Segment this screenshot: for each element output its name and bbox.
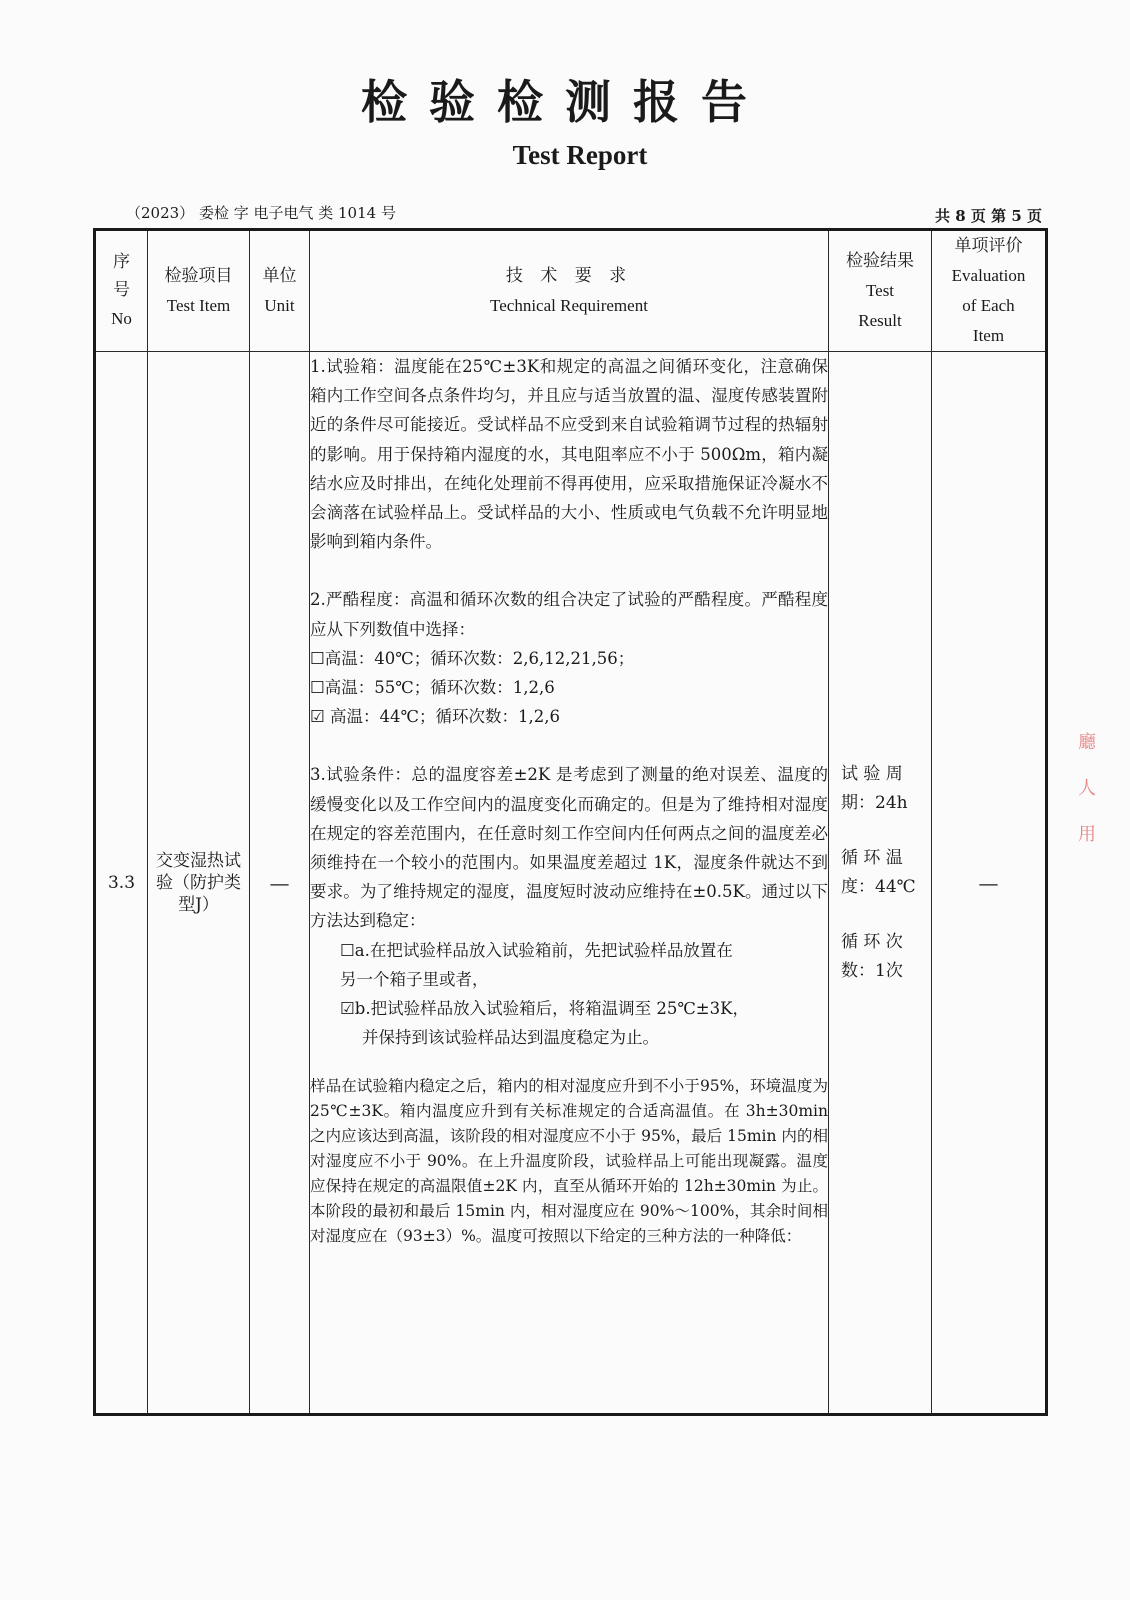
req-sub-b-line2: 并保持到该试验样品达到温度稳定为止。 [362, 1028, 659, 1048]
header-no [95, 230, 148, 352]
header-eval-en1: Evaluation [951, 266, 1026, 285]
req-paragraph-3: 3.试验条件：总的温度容差±2K 是考虑到了测量的绝对误差、温度的缓慢变化以及工作空间内的温度变化而确定的。但是为了维持相对湿度在规定的容差范围内，在任意时刻工作空间内任何两点之间的温度差必须维持在一个较小的范围内。如果温度差超过 1K，湿度条件就达不到要求。为了维持规定的湿度，温度短时波动应维持在±0.5K。通过以下方法达到稳定： [310, 765, 828, 931]
report-number: （2023） 委检 字 电子电气 类 1014 号 [126, 204, 396, 222]
row-evaluation: — [932, 352, 1047, 1415]
header-no-en: No [111, 309, 132, 328]
header-item-cn: 检验项目 [164, 266, 233, 286]
header-item [148, 230, 250, 352]
header-req-cn: 技 术 要 求 [505, 266, 633, 286]
row-requirement [310, 352, 829, 1415]
req-paragraph-1: 1.试验箱：温度能在25℃±3K和规定的高温之间循环变化，注意确保箱内工作空间各点条件均匀，并且应与适当放置的温、湿度传感装置附近的条件尽可能接近。受试样品不应受到来自试验箱调节过程的热辐射的影响。用于保持箱内湿度的水，其电阻率应不小于 500Ωm，箱内凝结水应及时排出，在纯化处理前不得再使用，应采取措施保证冷凝水不会滴落在试验样品上。受试样品的大小、性质或电气负载不允许明显地影响到箱内条件。 [310, 357, 828, 552]
red-seal-stamp: 廳 人 用 [1078, 732, 1096, 845]
header-unit-en: Unit [264, 296, 295, 315]
result-cycle-temperature: 循 环 温度：44℃ [841, 848, 916, 897]
req-option-1: ☐高温：40℃；循环次数：2,6,12,21,56； [310, 648, 635, 668]
header-result-en2: Result [858, 311, 902, 330]
row-no: 3.3 [95, 352, 148, 1415]
req-option-2: ☐高温：55℃；循环次数：1,2,6 [310, 678, 555, 698]
req-paragraph-4: 样品在试验箱内稳定之后，箱内的相对湿度应升到不小于95%，环境温度为 25℃±3K。箱内温度应升到有关标准规定的合适高温值。在 3h±30min 之内应该达到高温，该阶段的相对湿度应不小于 95%，最后 15min 内的相对湿度应不小于 90%。在上升温度阶段，试验样品上可能出现凝露。温度应保持在规定的高温限值±2K 内，直至从循环开始的 12h±30min 为止。本阶段的最初和最后 15min 内，相对湿度应在 90%～100%，其余时间相对湿度应在（93±3）%。温度可按照以下给定的三种方法的一种降低： [310, 1077, 828, 1246]
row-unit: — [250, 352, 310, 1415]
header-eval-en2: of Each [962, 296, 1015, 315]
header-result-en1: Test [865, 281, 895, 300]
header-eval-en3: Item [972, 326, 1005, 345]
req-sub-a-line2: 另一个箱子里或者， [340, 969, 489, 989]
row-result [829, 352, 932, 1415]
header-evaluation [932, 230, 1047, 352]
req-option-3: ☑ 高温：44℃；循环次数：1,2,6 [310, 707, 560, 727]
report-title-en: Test Report [512, 140, 648, 170]
req-paragraph-2: 2.严酷程度：高温和循环次数的组合决定了试验的严酷程度。严酷程度应从下列数值中选择： [310, 590, 828, 639]
header-req-en: Technical Requirement [490, 296, 648, 315]
req-sub-a-line1: ☐a.在把试验样品放入试验箱前，先把试验样品放置在 [340, 940, 733, 960]
test-report-table [93, 228, 1048, 1416]
table-header-row [95, 230, 1047, 352]
header-eval-cn: 单项评价 [954, 236, 1023, 256]
result-cycle-count: 循 环 次数：1次 [841, 932, 903, 981]
req-sub-b-line1: ☑b.把试验样品放入试验箱后，将箱温调至 25℃±3K， [340, 999, 749, 1019]
result-test-period: 试 验 周期：24h [841, 764, 908, 813]
header-unit [250, 230, 310, 352]
header-no-cn: 序号 [113, 252, 130, 300]
header-item-en: Test Item [166, 296, 231, 315]
header-result [829, 230, 932, 352]
table-row [95, 352, 1047, 1415]
header-result-cn: 检验结果 [846, 251, 914, 271]
row-test-item: 交变湿热试验（防护类型J） [148, 352, 250, 1415]
header-unit-cn: 单位 [262, 266, 297, 286]
report-title-cn: 检验检测报告 [361, 75, 769, 129]
header-requirement [310, 230, 829, 352]
page-info: 共 8 页 第 5 页 [935, 207, 1042, 225]
